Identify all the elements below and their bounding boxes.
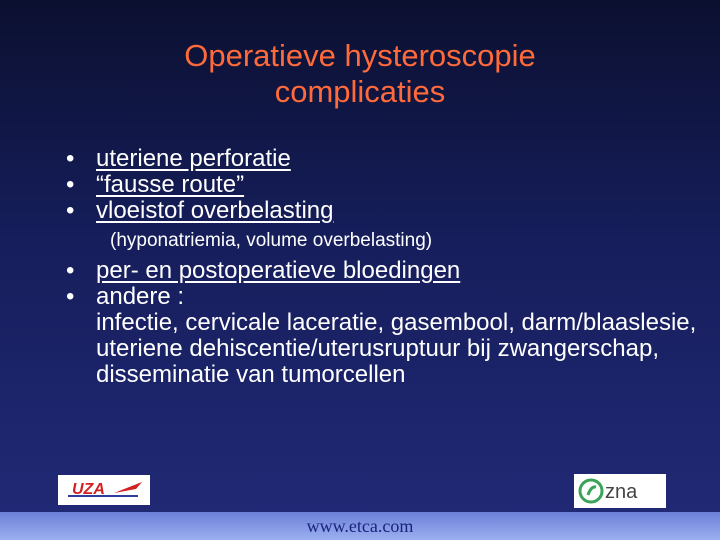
title-line-2: complicaties: [274, 74, 446, 109]
bullet-marker: •: [66, 171, 75, 198]
bullet-text: per- en postoperatieve bloedingen: [96, 257, 461, 284]
bullet-item: [64, 258, 704, 284]
bullet-item: [64, 172, 704, 198]
bullet-marker: •: [66, 197, 75, 224]
bullet-item: [64, 198, 704, 224]
bullet-item: [64, 146, 704, 172]
bullet-text: uteriene perforatie: [96, 145, 291, 172]
bullet-text: vloeistof overbelasting: [96, 197, 334, 224]
title-line-1: Operatieve hysteroscopie: [184, 38, 536, 73]
svg-text:UZA: UZA: [72, 481, 105, 498]
bullet-marker: •: [66, 145, 75, 172]
other-complications-text: infectie, cervicale laceratie, gasembool, darm/blaaslesie, uteriene dehiscentie/uterusruptuur bij zwangerschap, disseminatie van tumorcellen: [96, 309, 697, 388]
uza-logo: [58, 475, 150, 505]
footer-url: www.etca.com: [306, 516, 414, 536]
bullet-marker: •: [66, 283, 75, 310]
bullet-item: [64, 284, 704, 388]
bullet-marker: •: [66, 257, 75, 284]
zna-logo: [574, 474, 666, 508]
bullet-text: andere :: [96, 283, 185, 310]
bullet-text: “fausse route”: [96, 171, 245, 198]
zna-logo-icon: [574, 474, 666, 508]
svg-text:zna: zna: [605, 481, 638, 503]
uza-logo-icon: [58, 475, 150, 505]
sub-note-text: (hyponatriemia, volume overbelasting): [110, 230, 433, 251]
bullet-list: [64, 146, 704, 388]
slide-title: [60, 38, 660, 110]
sub-note: [64, 230, 704, 252]
